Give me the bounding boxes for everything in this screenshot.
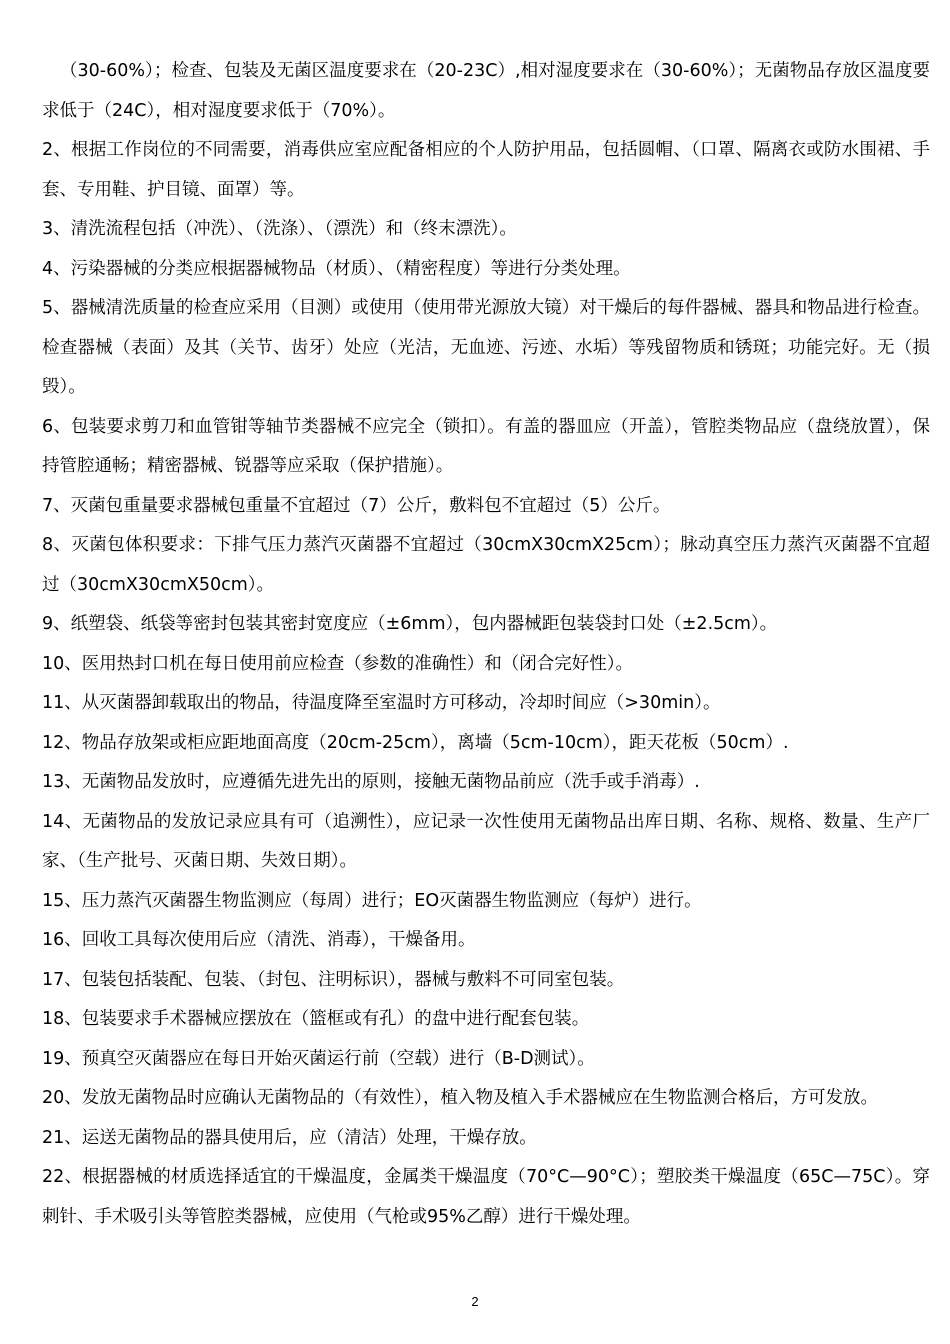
- paragraph-item-22: 22、根据器械的材质选择适宜的干燥温度，金属类干燥温度（70°C—90°C）；塑胶类干燥温度（65C—75C）。穿刺针、手术吸引头等管腔类器械，应使用（气枪或95%乙醇）进行干燥处理。: [42, 1167, 930, 1227]
- paragraph-item-20: 20、发放无菌物品时应确认无菌物品的（有效性），植入物及植入手术器械应在生物监测合格后，方可发放。: [42, 1088, 879, 1108]
- paragraph-item-5: 5、器械清洗质量的检查应采用（目测）或使用（使用带光源放大镜）对干燥后的每件器械、器具和物品进行检查。检查器械（表面）及其（关节、齿牙）处应（光洁，无血迹、污迹、水垢）等残留物质和锈斑；功能完好。无（损毁）。: [42, 298, 930, 397]
- paragraph-item-6: 6、包装要求剪刀和血管钳等轴节类器械不应完全（锁扣）。有盖的器皿应（开盖），管腔类物品应（盘绕放置），保持管腔通畅；精密器械、锐器等应采取（保护措施）。: [42, 416, 930, 476]
- paragraph-item-8: 8、灭菌包体积要求：下排气压力蒸汽灭菌器不宜超过（30cmX30cmX25cm）；脉动真空压力蒸汽灭菌器不宜超过（30cmX30cmX50cm）。: [42, 535, 930, 595]
- paragraph-item-3: 3、清洗流程包括（冲洗）、（洗涤）、（漂洗）和（终末漂洗）。: [42, 219, 517, 239]
- paragraph-item-19: 19、预真空灭菌器应在每日开始灭菌运行前（空载）进行（B-D测试）。: [42, 1048, 595, 1069]
- paragraph-item-10: 10、医用热封口机在每日使用前应检查（参数的准确性）和（闭合完好性）。: [42, 653, 634, 674]
- paragraph-item-12: 12、物品存放架或柜应距地面高度（20cm-25cm），离墙（5cm-10cm），距天花板（50cm）.: [42, 732, 789, 753]
- paragraph-item-9: 9、纸塑袋、纸袋等密封包装其密封宽度应（±6mm），包内器械距包装袋封口处（±2.5cm）。: [42, 614, 778, 634]
- paragraph-item-11: 11、从灭菌器卸载取出的物品，待温度降至室温时方可移动，冷却时间应（>30min）。: [42, 693, 721, 713]
- paragraph-item-4: 4、污染器械的分类应根据器械物品（材质）、（精密程度）等进行分类处理。: [42, 258, 631, 279]
- document-body: [42, 52, 930, 1237]
- paragraph-item-14: 14、无菌物品的发放记录应具有可（追溯性），应记录一次性使用无菌物品出库日期、名称、规格、数量、生产厂家、（生产批号、灭菌日期、失效日期）。: [42, 811, 930, 871]
- paragraph-continued: （30-60%）；检查、包装及无菌区温度要求在（20-23C）,相对湿度要求在（30-60%）；无菌物品存放区温度要求低于（24C），相对湿度要求低于（70%）。: [42, 61, 930, 121]
- paragraph-item-21: 21、运送无菌物品的器具使用后，应（清洁）处理，干燥存放。: [42, 1127, 537, 1148]
- page-number: 2: [471, 1294, 479, 1309]
- paragraph-item-15: 15、压力蒸汽灭菌器生物监测应（每周）进行；EO灭菌器生物监测应（每炉）进行。: [42, 890, 702, 911]
- paragraph-item-18: 18、包装要求手术器械应摆放在（篮框或有孔）的盘中进行配套包装。: [42, 1009, 590, 1029]
- paragraph-item-17: 17、包装包括装配、包装、（封包、注明标识），器械与敷料不可同室包装。: [42, 969, 625, 990]
- paragraph-item-16: 16、回收工具每次使用后应（清洗、消毒），干燥备用。: [42, 930, 476, 950]
- paragraph-item-7: 7、灭菌包重量要求器械包重量不宜超过（7）公斤，敷料包不宜超过（5）公斤。: [42, 495, 671, 516]
- paragraph-item-2: 2、根据工作岗位的不同需要，消毒供应室应配备相应的个人防护用品，包括圆帽、（口罩、隔离衣或防水围裙、手套、专用鞋、护目镜、面罩）等。: [42, 140, 930, 200]
- paragraph-item-13: 13、无菌物品发放时，应遵循先进先出的原则，接触无菌物品前应（洗手或手消毒）.: [42, 772, 700, 792]
